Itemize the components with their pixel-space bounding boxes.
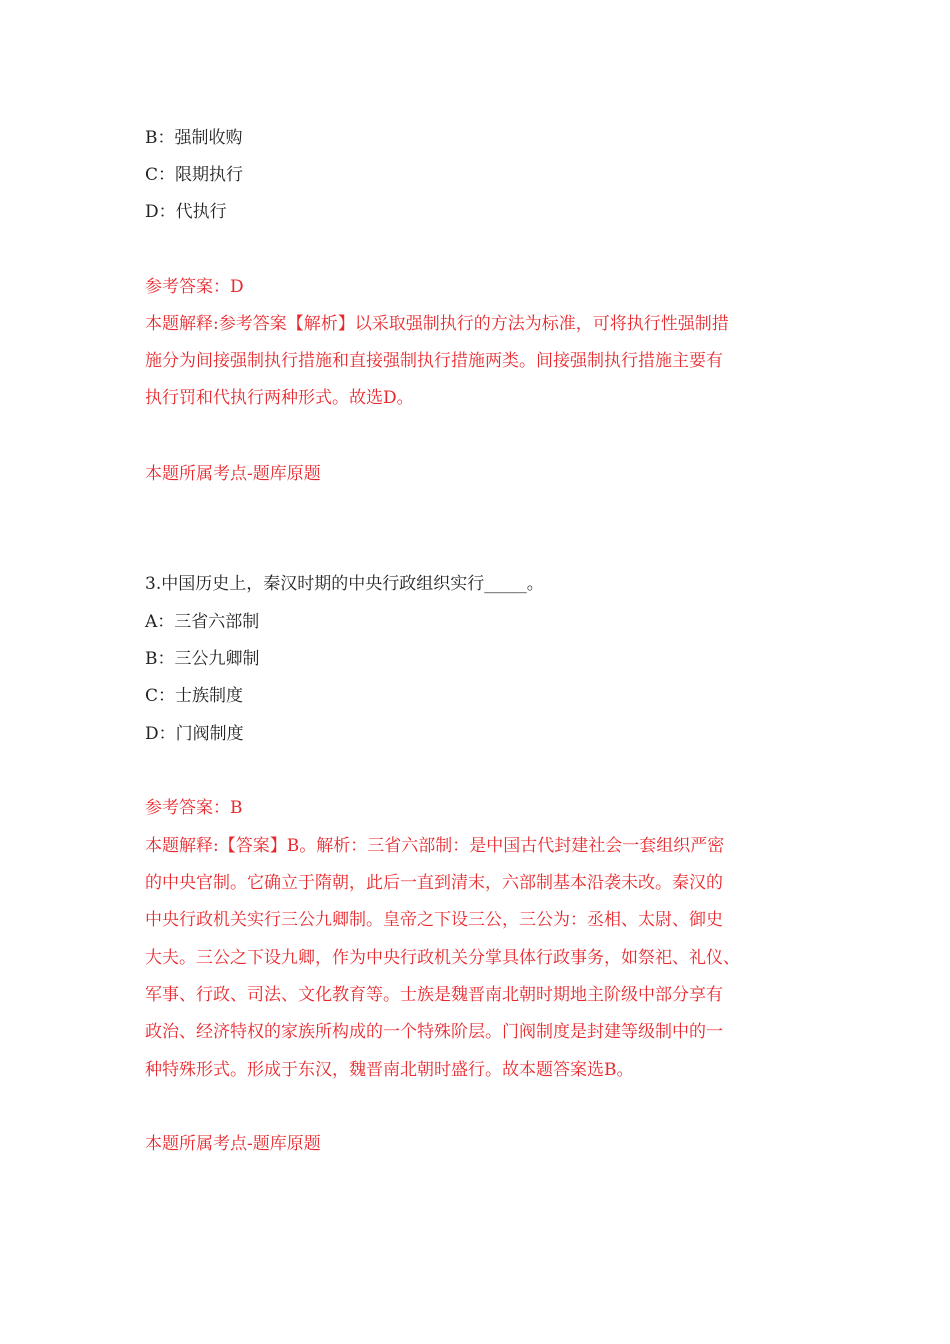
q2-option-c: C：限期执行 <box>145 165 244 185</box>
q2-explanation-line: 施分为间接强制执行措施和直接强制执行措施两类。间接强制执行措施主要有 <box>145 351 723 371</box>
q3-question: 3.中国历史上，秦汉时期的中央行政组织实行_____。 <box>145 574 544 594</box>
q3-explanation-line: 的中央官制。它确立于隋朝，此后一直到清末，六部制基本沿袭未改。秦汉的 <box>145 873 723 893</box>
q3-explanation-line: 本题解释:【答案】B。解析：三省六部制：是中国古代封建社会一套组织严密 <box>145 836 725 856</box>
q3-explanation-line: 中央行政机关实行三公九卿制。皇帝之下设三公，三公为：丞相、太尉、御史 <box>145 910 723 930</box>
q2-explanation-line: 执行罚和代执行两种形式。故选D。 <box>145 388 414 408</box>
q3-explanation-line: 大夫。三公之下设九卿，作为中央行政机关分掌具体行政事务，如祭祀、礼仪、 <box>145 948 740 968</box>
q3-explanation-line: 种特殊形式。形成于东汉，魏晋南北朝时盛行。故本题答案选B。 <box>145 1060 634 1080</box>
q3-option-b: B：三公九卿制 <box>145 649 260 669</box>
q3-explanation-line: 军事、行政、司法、文化教育等。士族是魏晋南北朝时期地主阶级中部分享有 <box>145 985 723 1005</box>
q3-option-d: D：门阀制度 <box>145 724 244 744</box>
q3-source: 本题所属考点-题库原题 <box>145 1134 321 1154</box>
q2-option-d: D：代执行 <box>145 202 227 222</box>
q2-source: 本题所属考点-题库原题 <box>145 464 321 484</box>
q2-option-b: B：强制收购 <box>145 128 243 148</box>
q3-explanation-line: 政治、经济特权的家族所构成的一个特殊阶层。门阀制度是封建等级制中的一 <box>145 1022 723 1042</box>
q3-option-a: A：三省六部制 <box>145 612 260 632</box>
q2-explanation-line: 本题解释:参考答案【解析】以采取强制执行的方法为标准，可将执行性强制措 <box>145 314 729 334</box>
q3-option-c: C：士族制度 <box>145 686 244 706</box>
q2-answer: 参考答案：D <box>145 277 244 297</box>
q3-answer: 参考答案：B <box>145 798 243 818</box>
